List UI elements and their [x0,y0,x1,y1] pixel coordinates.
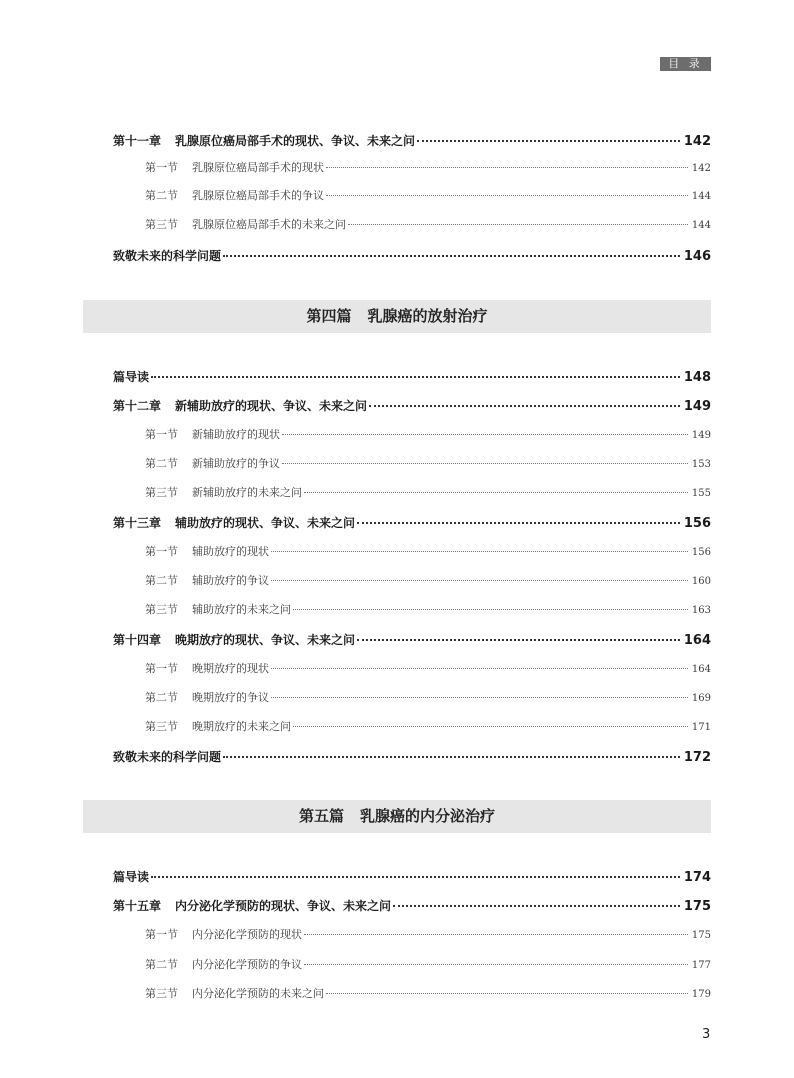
entry-number: 第十五章 [113,899,162,913]
dot-leader [223,254,680,257]
part-five-number: 第五篇 [298,807,344,825]
entry-title: 内分泌化学预防的未来之问 [192,987,324,1000]
toc-section-entry[interactable] [113,543,711,559]
entry-number: 第一节 [145,428,178,441]
dot-leader [151,875,680,878]
dot-leader [304,491,688,493]
entry-number: 第二节 [145,958,178,971]
entry-page-number: 144 [691,220,711,231]
entry-title: 内分泌化学预防的现状、争议、未来之问 [175,899,392,913]
entry-page-number: 179 [691,989,711,1000]
toc-section-entry[interactable] [113,985,711,1001]
toc-section-entry[interactable] [113,426,711,442]
dot-leader [282,462,688,464]
entry-page-number: 146 [683,249,711,264]
entry-page-number: 142 [691,163,711,174]
toc-section-entry[interactable] [113,660,711,676]
entry-number: 第一节 [145,662,178,675]
entry-page-number: 171 [691,722,711,733]
dot-leader [348,223,688,225]
page-number: 3 [702,1027,711,1042]
toc-chapter-entry[interactable] [113,631,711,648]
entry-page-number: 153 [691,459,711,470]
entry-page-number: 177 [691,960,711,971]
entry-title: 晚期放疗的现状 [192,662,269,675]
entry-number: 第三节 [145,720,178,733]
entry-title: 辅助放疗的现状、争议、未来之问 [175,516,356,530]
entry-page-number: 175 [683,899,711,914]
dot-leader [293,608,688,610]
entry-number: 第三节 [145,603,178,616]
entry-title: 新辅助放疗的现状、争议、未来之问 [175,399,368,413]
entry-number: 第十二章 [113,399,162,413]
toc-section-entry[interactable] [113,956,711,972]
toc-chapter-entry[interactable] [113,132,711,149]
dot-leader [417,139,680,142]
entry-number: 第十三章 [113,516,162,530]
dot-leader [151,375,680,378]
entry-page-number: 144 [691,191,711,202]
dot-leader [282,433,688,435]
dot-leader [357,521,680,524]
toc-section-entry[interactable] [113,601,711,617]
entry-title: 篇导读 [113,870,150,884]
toc-chapter-entry[interactable] [113,368,711,385]
entry-title: 辅助放疗的现状 [192,545,269,558]
toc-section-entry[interactable] [113,455,711,471]
part-four-title: 乳腺癌的放射治疗 [367,307,488,325]
entry-title: 内分泌化学预防的争议 [192,958,302,971]
dot-leader [304,933,688,935]
dot-leader [223,755,680,758]
entry-page-number: 174 [683,870,711,885]
entry-number: 第一节 [145,928,178,941]
dot-leader [326,992,688,994]
toc-chapter-entry[interactable] [113,897,711,914]
toc-chapter-entry[interactable] [113,868,711,885]
entry-page-number: 175 [691,930,711,941]
entry-number: 第一节 [145,161,178,174]
entry-title: 新辅助放疗的现状 [192,428,280,441]
entry-page-number: 156 [683,516,711,531]
entry-page-number: 160 [691,576,711,587]
dot-leader [369,404,680,407]
entry-number: 第十四章 [113,633,162,647]
entry-page-number: 155 [691,488,711,499]
toc-section-entry[interactable] [113,572,711,588]
dot-leader [304,963,688,965]
entry-page-number: 164 [691,664,711,675]
entry-page-number: 163 [691,605,711,616]
entry-page-number: 149 [691,430,711,441]
entry-page-number: 148 [683,370,711,385]
part-five-banner [83,800,711,833]
entry-title: 乳腺原位癌局部手术的争议 [192,189,324,202]
entry-page-number: 156 [691,547,711,558]
toc-chapter-entry[interactable] [113,748,711,765]
entry-title: 晚期放疗的未来之问 [192,720,291,733]
toc-section-entry[interactable] [113,718,711,734]
entry-page-number: 172 [683,750,711,765]
entry-page-number: 164 [683,633,711,648]
entry-number: 第三节 [145,218,178,231]
toc-chapter-entry[interactable] [113,397,711,414]
entry-number: 第二节 [145,189,178,202]
entry-title: 致敬未来的科学问题 [113,750,222,764]
entry-title: 乳腺原位癌局部手术的未来之问 [192,218,346,231]
entry-number: 第二节 [145,457,178,470]
dot-leader [293,725,688,727]
toc-section-entry[interactable] [113,689,711,705]
entry-title: 晚期放疗的现状、争议、未来之问 [175,633,356,647]
entry-number: 第二节 [145,574,178,587]
dot-leader [271,696,688,698]
entry-page-number: 142 [683,134,711,149]
toc-header-badge: 目 录 [660,57,711,71]
dot-leader [326,166,688,168]
part-four-banner [83,300,711,333]
toc-section-entry[interactable] [113,187,711,203]
entry-page-number: 149 [683,399,711,414]
entry-number: 第十一章 [113,134,162,148]
entry-title: 内分泌化学预防的现状 [192,928,302,941]
entry-page-number: 169 [691,693,711,704]
part-five-title: 乳腺癌的内分泌治疗 [360,807,496,825]
dot-leader [271,579,688,581]
toc-section-entry[interactable] [113,926,711,942]
toc-chapter-entry[interactable] [113,247,711,264]
dot-leader [393,904,680,907]
entry-title: 晚期放疗的争议 [192,691,269,704]
part-four-number: 第四篇 [306,307,352,325]
dot-leader [271,667,688,669]
entry-title: 致敬未来的科学问题 [113,249,222,263]
toc-chapter-entry[interactable] [113,514,711,531]
entry-title: 乳腺原位癌局部手术的现状 [192,161,324,174]
entry-title: 乳腺原位癌局部手术的现状、争议、未来之问 [175,134,416,148]
dot-leader [357,638,680,641]
entry-number: 第一节 [145,545,178,558]
toc-section-entry[interactable] [113,216,711,232]
dot-leader [326,194,688,196]
entry-number: 第三节 [145,486,178,499]
entry-title: 新辅助放疗的未来之问 [192,486,302,499]
entry-title: 篇导读 [113,370,150,384]
entry-title: 辅助放疗的未来之问 [192,603,291,616]
entry-title: 新辅助放疗的争议 [192,457,280,470]
entry-title: 辅助放疗的争议 [192,574,269,587]
dot-leader [271,550,688,552]
toc-section-entry[interactable] [113,159,711,175]
entry-number: 第二节 [145,691,178,704]
toc-section-entry[interactable] [113,484,711,500]
entry-number: 第三节 [145,987,178,1000]
